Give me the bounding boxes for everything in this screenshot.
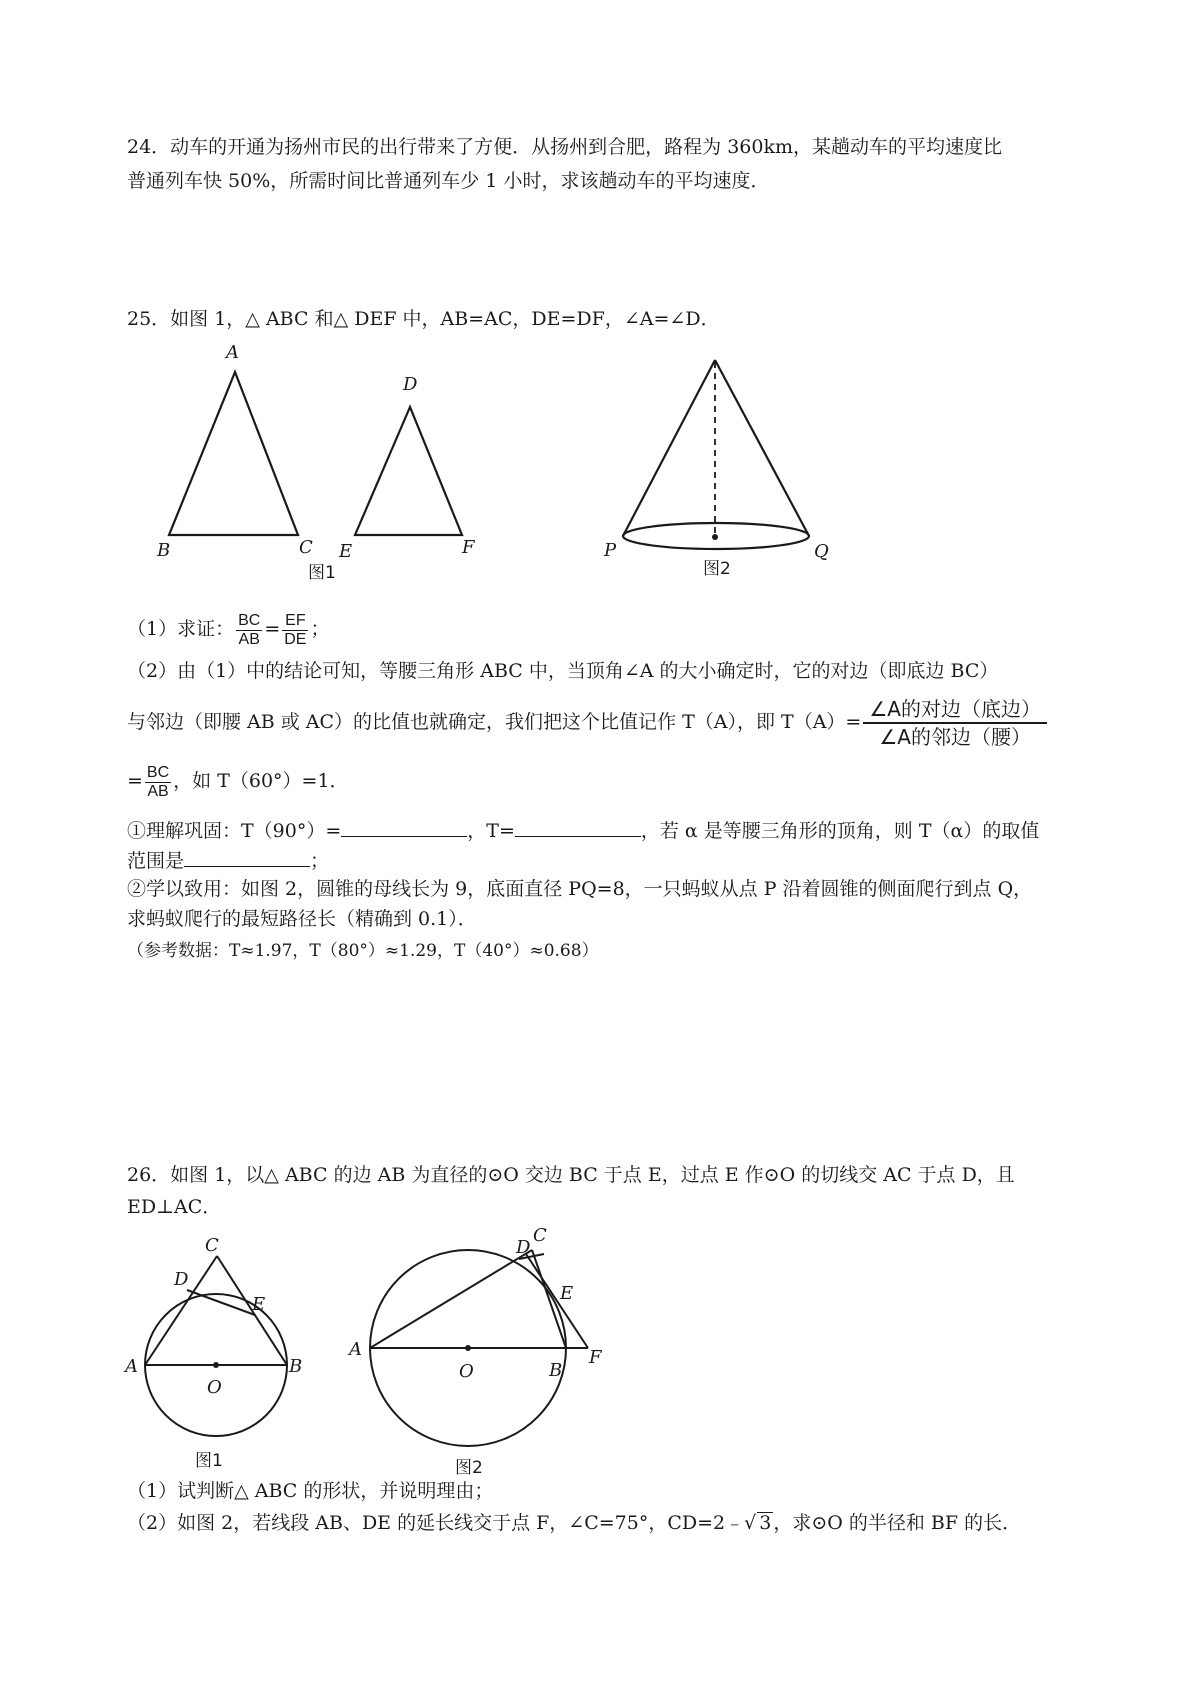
item1-text-d: 范围是 — [127, 850, 185, 872]
q26-fig1-shapes — [145, 1256, 287, 1436]
label-F: F — [462, 537, 475, 558]
center-o-1 — [213, 1362, 219, 1368]
equals-sign: = — [127, 770, 143, 792]
label-P: P — [604, 540, 617, 561]
frac-num: BC — [238, 611, 261, 629]
label-C: C — [205, 1235, 219, 1256]
q24-line-1: 24．动车的开通为扬州市民的出行带来了方便．从扬州到合肥，路程为 360km，某趟动车的平均速度比 — [127, 136, 1003, 158]
q25-reference-data: （参考数据：T≈1.97，T（80°）≈1.29，T（40°）≈0.68） — [127, 941, 599, 961]
sqrt-radicand: 3 — [759, 1512, 772, 1534]
q26-fig2-caption: 图2 — [455, 1458, 483, 1478]
example-text: ，如 T（60°）=1． — [173, 770, 349, 792]
label-A: A — [349, 1339, 362, 1360]
q25-intro: 25．如图 1，△ ABC 和△ DEF 中，AB=AC，DE=DF，∠A=∠D． — [127, 308, 720, 330]
item1-text-c: ，若 α 是等腰三角形的顶角，则 T（α）的取值 — [640, 820, 1040, 842]
q25-part-2-line-1: （2）由（1）中的结论可知，等腰三角形 ABC 中，当顶角∠A 的大小确定时，它的对边（即底边 BC） — [127, 660, 999, 682]
frac-num: BC — [146, 763, 170, 781]
label-D: D — [403, 374, 418, 395]
label-B: B — [157, 540, 171, 561]
q26-fig2-shapes — [370, 1250, 588, 1446]
label-F: F — [589, 1347, 602, 1368]
label-E: E — [252, 1294, 266, 1315]
q26-p2-suffix: ，求⊙O 的半径和 BF 的长． — [773, 1512, 1022, 1534]
label-E: E — [339, 541, 353, 562]
frac-den: AB — [147, 782, 169, 800]
item1-text-e: ； — [310, 850, 330, 872]
label-B: B — [289, 1356, 303, 1377]
frac-den: DE — [284, 630, 307, 648]
frac-den: AB — [238, 630, 260, 648]
q25-fig1-caption: 图1 — [308, 563, 336, 583]
q25-fig2-caption: 图2 — [703, 559, 731, 579]
q25-item-2-line-1: ②学以致用：如图 2，圆锥的母线长为 9，底面直径 PQ=8，一只蚂蚁从点 P 沿着圆锥的侧面爬行到点 Q， — [127, 878, 1033, 900]
frac-num: EF — [282, 612, 308, 631]
semicolon: ； — [310, 618, 330, 640]
q26-part-1: （1）试判断△ ABC 的形状，并说明理由； — [127, 1480, 494, 1502]
q26-part-2 — [127, 1510, 1021, 1536]
label-O: O — [207, 1377, 222, 1398]
q26-line-2: ED⊥AC． — [127, 1196, 222, 1218]
label-D: D — [516, 1237, 531, 1258]
label-E: E — [560, 1283, 574, 1304]
label-C: C — [299, 537, 313, 558]
q26-fig1-caption: 图1 — [195, 1451, 223, 1471]
q25-p1-prefix: （1）求证： — [127, 618, 235, 640]
q25-p2-text: 与邻边（即腰 AB 或 AC）的比值也就确定，我们把这个比值记作 T（A），即 T（A）= — [127, 711, 862, 733]
frac-num: ∠A的对边（底边） — [863, 696, 1047, 724]
label-A: A — [125, 1356, 138, 1377]
label-A: A — [226, 342, 239, 363]
q25-item-2-line-2: 求蚂蚁爬行的最短路径长（精确到 0.1）． — [127, 908, 477, 930]
label-D: D — [174, 1269, 189, 1290]
q26-line-1: 26．如图 1，以△ ABC 的边 AB 为直径的⊙O 交边 BC 于点 E，过点 E 作⊙O 的切线交 AC 于点 D，且 — [127, 1164, 1015, 1186]
center-o-2 — [465, 1345, 471, 1351]
item1-text-b: ，T= — [467, 820, 515, 842]
label-C: C — [533, 1225, 547, 1246]
label-Q: Q — [814, 541, 829, 562]
equals-sign: = — [264, 618, 281, 640]
q26-p2-prefix: （2）如图 2，若线段 AB、DE 的延长线交于点 F，∠C=75°，CD=2﹣ — [127, 1512, 745, 1534]
item1-text-a: ①理解巩固：T（90°）= — [127, 820, 342, 842]
q24-line-2: 普通列车快 50%，所需时间比普通列车少 1 小时，求该趟动车的平均速度． — [127, 170, 770, 192]
label-B: B — [549, 1360, 563, 1381]
sqrt-icon: √ — [744, 1512, 757, 1534]
label-O: O — [459, 1361, 474, 1382]
frac-den: ∠A的邻边（腰） — [879, 725, 1031, 749]
